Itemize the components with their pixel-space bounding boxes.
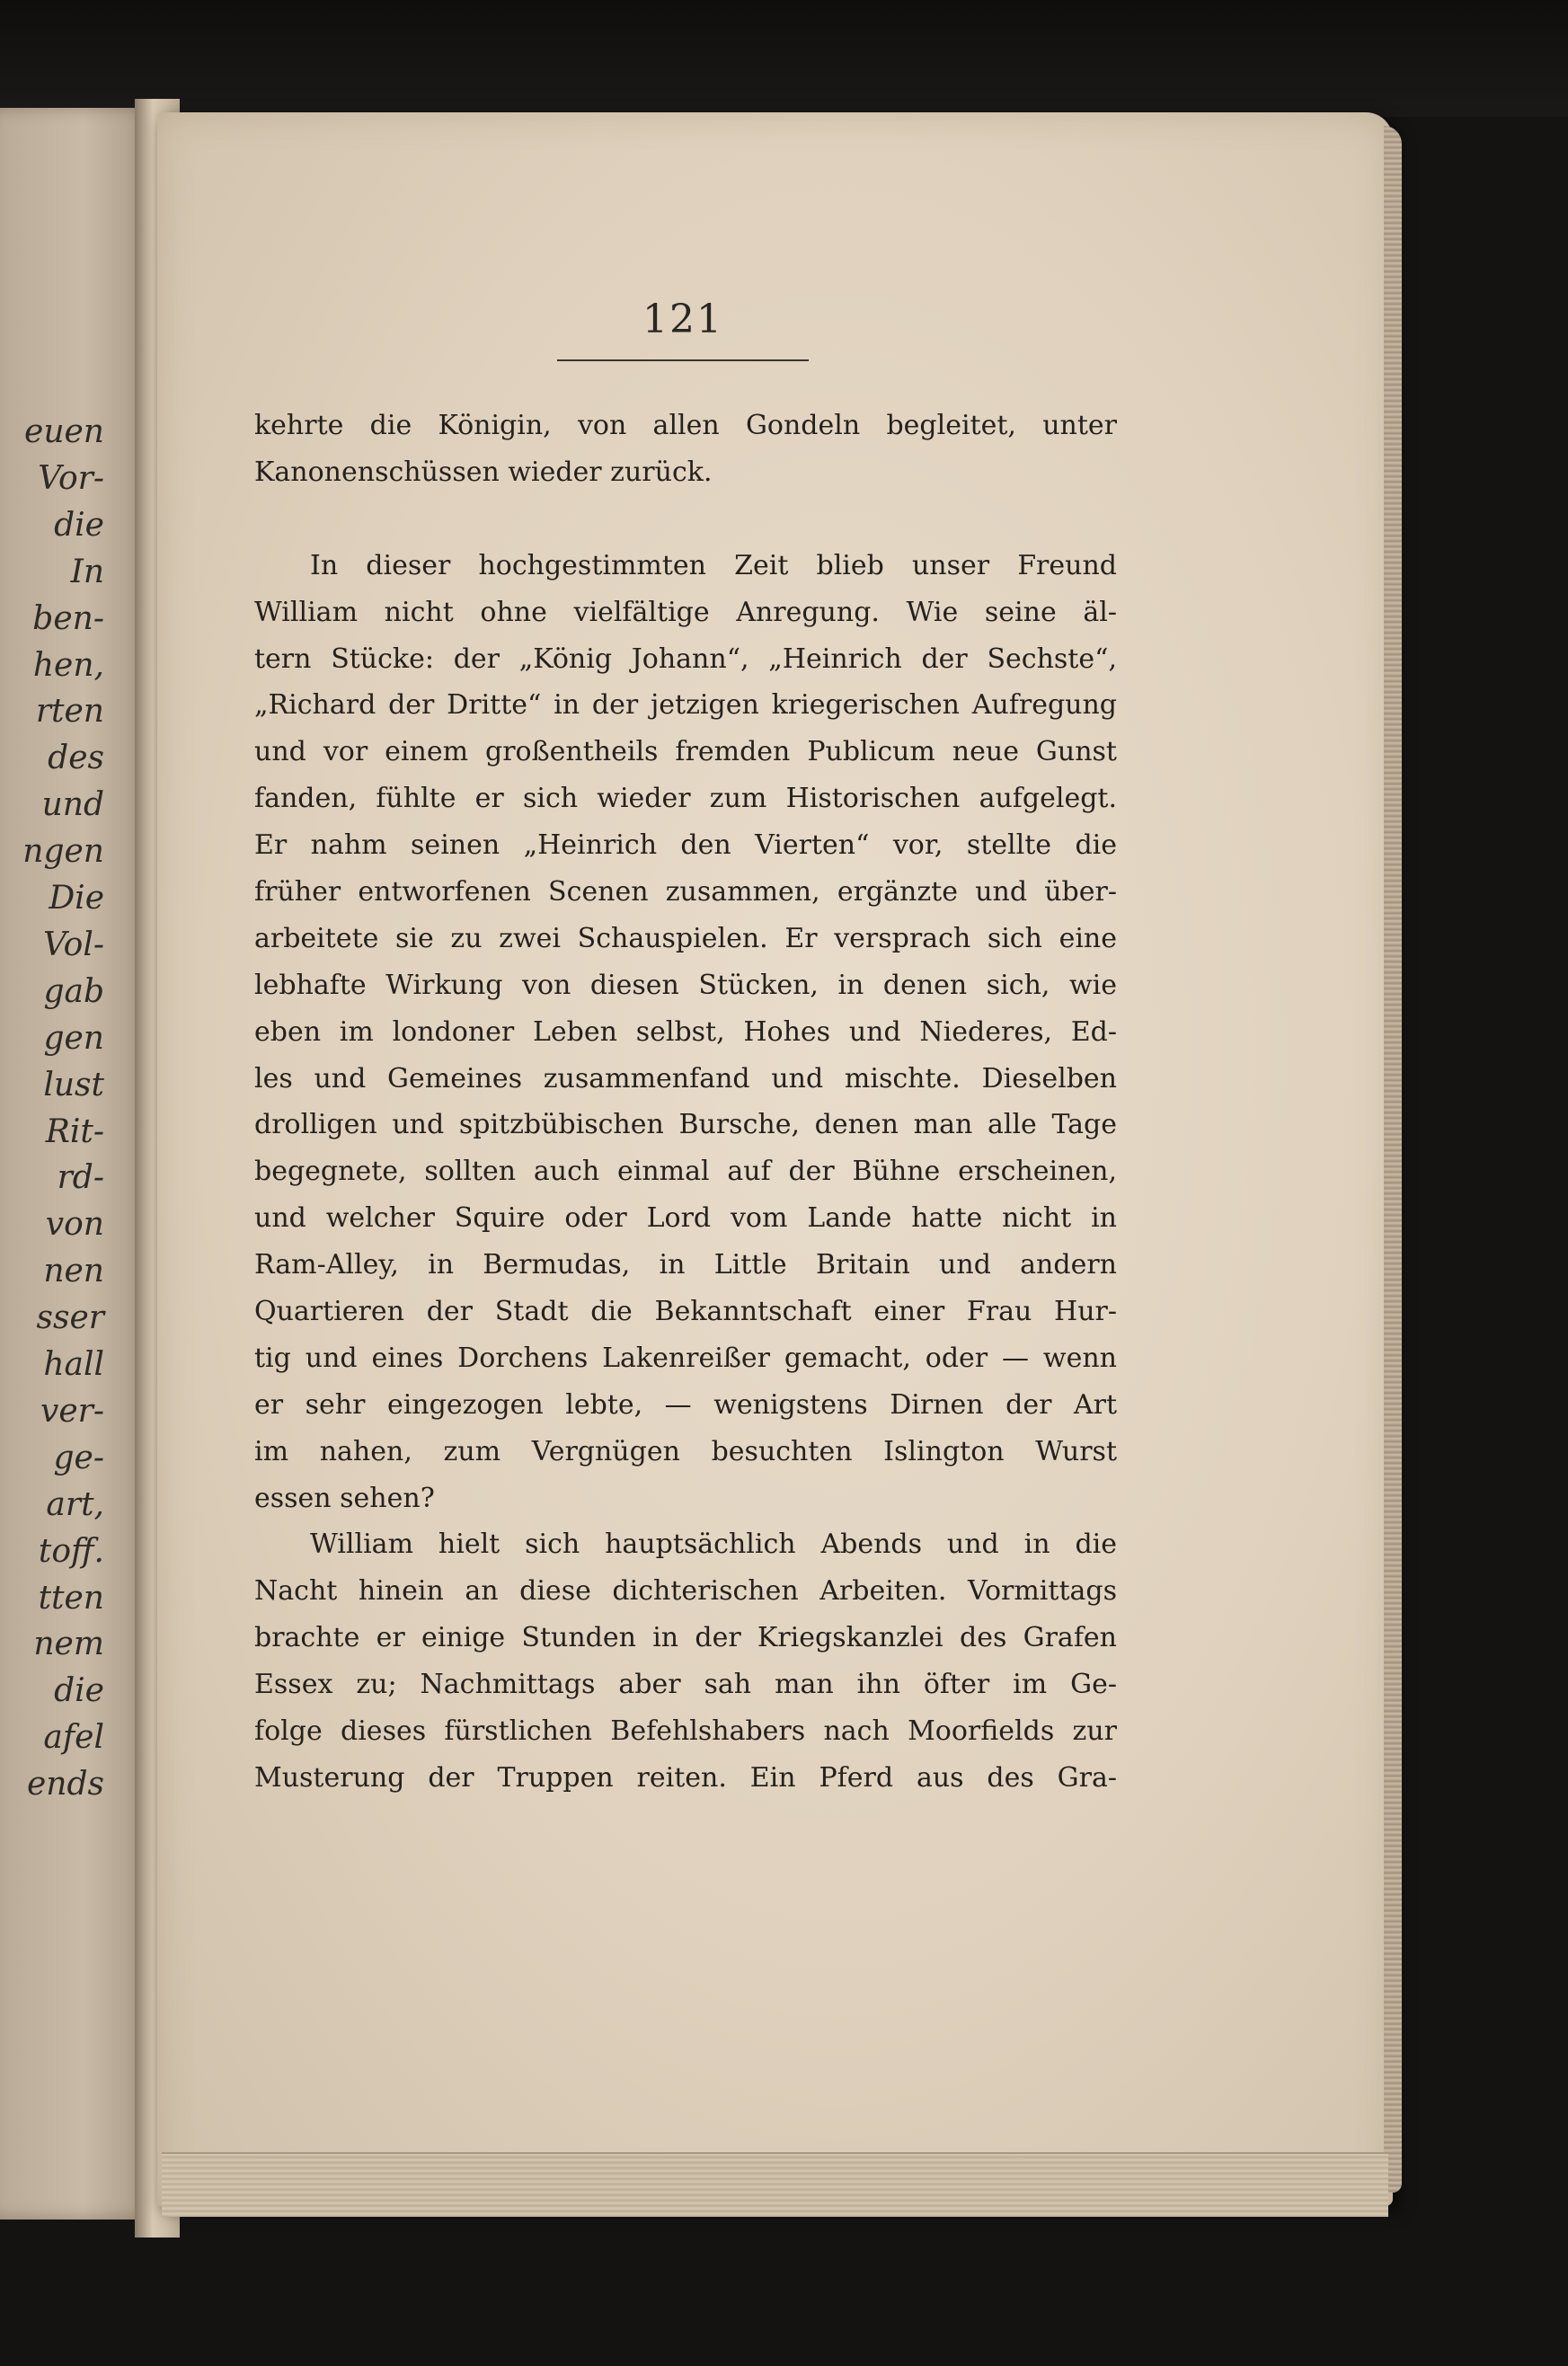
text-line: fanden, fühlte er sich wieder zum Historischen aufgelegt. [254,783,1117,815]
text-line: Er nahm seinen „Heinrich den Vierten“ vor, stellte die [254,829,1117,862]
left-page-fragment: art, [46,1485,104,1523]
text-line: früher entworfenen Scenen zusammen, ergänzte und über- [254,876,1117,908]
left-page-fragment: toff. [38,1532,104,1570]
left-page-fragment: lust [43,1066,104,1103]
left-page-fragment: und [41,786,104,824]
left-page-fragment: die [54,506,104,544]
left-page-fragment: hen, [32,646,104,684]
left-facing-page [0,108,153,2220]
left-page-fragment: von [45,1206,104,1244]
left-page-fragment: des [48,740,104,777]
text-line: William nicht ohne vielfältige Anregung. Wie seine äl- [254,596,1117,628]
left-page-fragment: gen [43,1019,104,1057]
left-page-fragment: nen [43,1253,104,1290]
paragraph-gap [254,496,1117,543]
text-line: Essex zu; Nachmittags aber sah man ihn öfter im Ge- [254,1669,1117,1701]
left-page-fragment: afel [43,1719,104,1757]
text-line: im nahen, zum Vergnügen besuchten Islington Wurst [254,1435,1117,1467]
dark-background [0,0,1568,117]
left-page-fragment: tten [38,1579,104,1617]
text-line: Musterung der Truppen reiten. Ein Pferd aus des Gra- [254,1761,1117,1794]
text-line: und welcher Squire oder Lord vom Lande hatte nicht in [254,1202,1117,1235]
left-page-fragment: sser [36,1299,104,1337]
left-page-fragment: euen [24,413,104,450]
text-line: folge dieses fürstlichen Befehlshabers nach Moorfields zur [254,1715,1117,1748]
text-line: arbeitete sie zu zwei Schauspielen. Er versprach sich eine [254,922,1117,954]
left-page-fragment: Vol- [42,926,104,963]
text-line: Quartieren der Stadt die Bekanntschaft einer Frau Hur- [254,1296,1117,1328]
left-page-fragment: ben- [32,599,104,637]
left-page-fragment: ends [26,1766,104,1803]
left-page-fragment: ge- [53,1439,104,1476]
text-line: William hielt sich hauptsächlich Abends und in die [310,1529,1117,1561]
text-line: essen sehen? [254,1482,435,1514]
left-page-fragment: Vor- [38,459,104,497]
text-line: drolligen und spitzbübischen Bursche, denen man alle Tage [254,1109,1117,1141]
text-line: er sehr eingezogen lebte, — wenigstens Dirnen der Art [254,1388,1117,1421]
text-line: tig und eines Dorchens Lakenreißer gemacht, oder — wenn [254,1342,1117,1374]
left-page-fragment: ver- [40,1392,104,1430]
body-text [254,403,1117,1802]
left-page-fragment: rten [35,693,104,731]
page-number-rule [557,359,809,361]
text-line: eben im londoner Leben selbst, Hohes und Niederes, Ed- [254,1015,1117,1048]
page-bottom-edge [162,2152,1388,2217]
left-page-fragment: rd- [57,1159,104,1197]
text-line: tern Stücke: der „König Johann“, „Heinrich der Sechste“, [254,642,1117,675]
left-page-fragment: Rit- [45,1112,104,1150]
page-number: 121 [642,297,723,342]
text-line: „Richard der Dritte“ in der jetzigen kriegerischen Aufregung [254,689,1117,722]
left-page-fragment: nem [33,1626,104,1663]
left-page-fragment: ngen [22,833,104,871]
text-line: kehrte die Königin, von allen Gondeln begleitet, unter [254,410,1117,441]
text-line: In dieser hochgestimmten Zeit blieb unser Freund [310,549,1117,581]
text-line: Kanonenschüssen wieder zurück. [254,456,713,488]
left-page-fragment: hall [43,1346,104,1383]
text-line: brachte er einige Stunden in der Kriegskanzlei des Grafen [254,1622,1117,1654]
left-page-fragment: In [70,553,104,590]
left-page-fragment: gab [43,972,104,1010]
text-line: Ram-Alley, in Bermudas, in Little Britain und andern [254,1249,1117,1281]
left-page-fragment: Die [49,880,104,917]
text-line: begegnete, sollten auch einmal auf der Bühne erscheinen, [254,1156,1117,1188]
text-line: les und Gemeines zusammenfand und mischte. Dieselben [254,1062,1117,1094]
text-line: Nacht hinein an diese dichterischen Arbeiten. Vormittags [254,1575,1117,1608]
left-page-fragment: die [54,1672,104,1710]
text-line: lebhafte Wirkung von diesen Stücken, in denen sich, wie [254,969,1117,1001]
text-line: und vor einem großentheils fremden Publicum neue Gunst [254,736,1117,768]
page-fore-edge [1384,126,1402,2193]
